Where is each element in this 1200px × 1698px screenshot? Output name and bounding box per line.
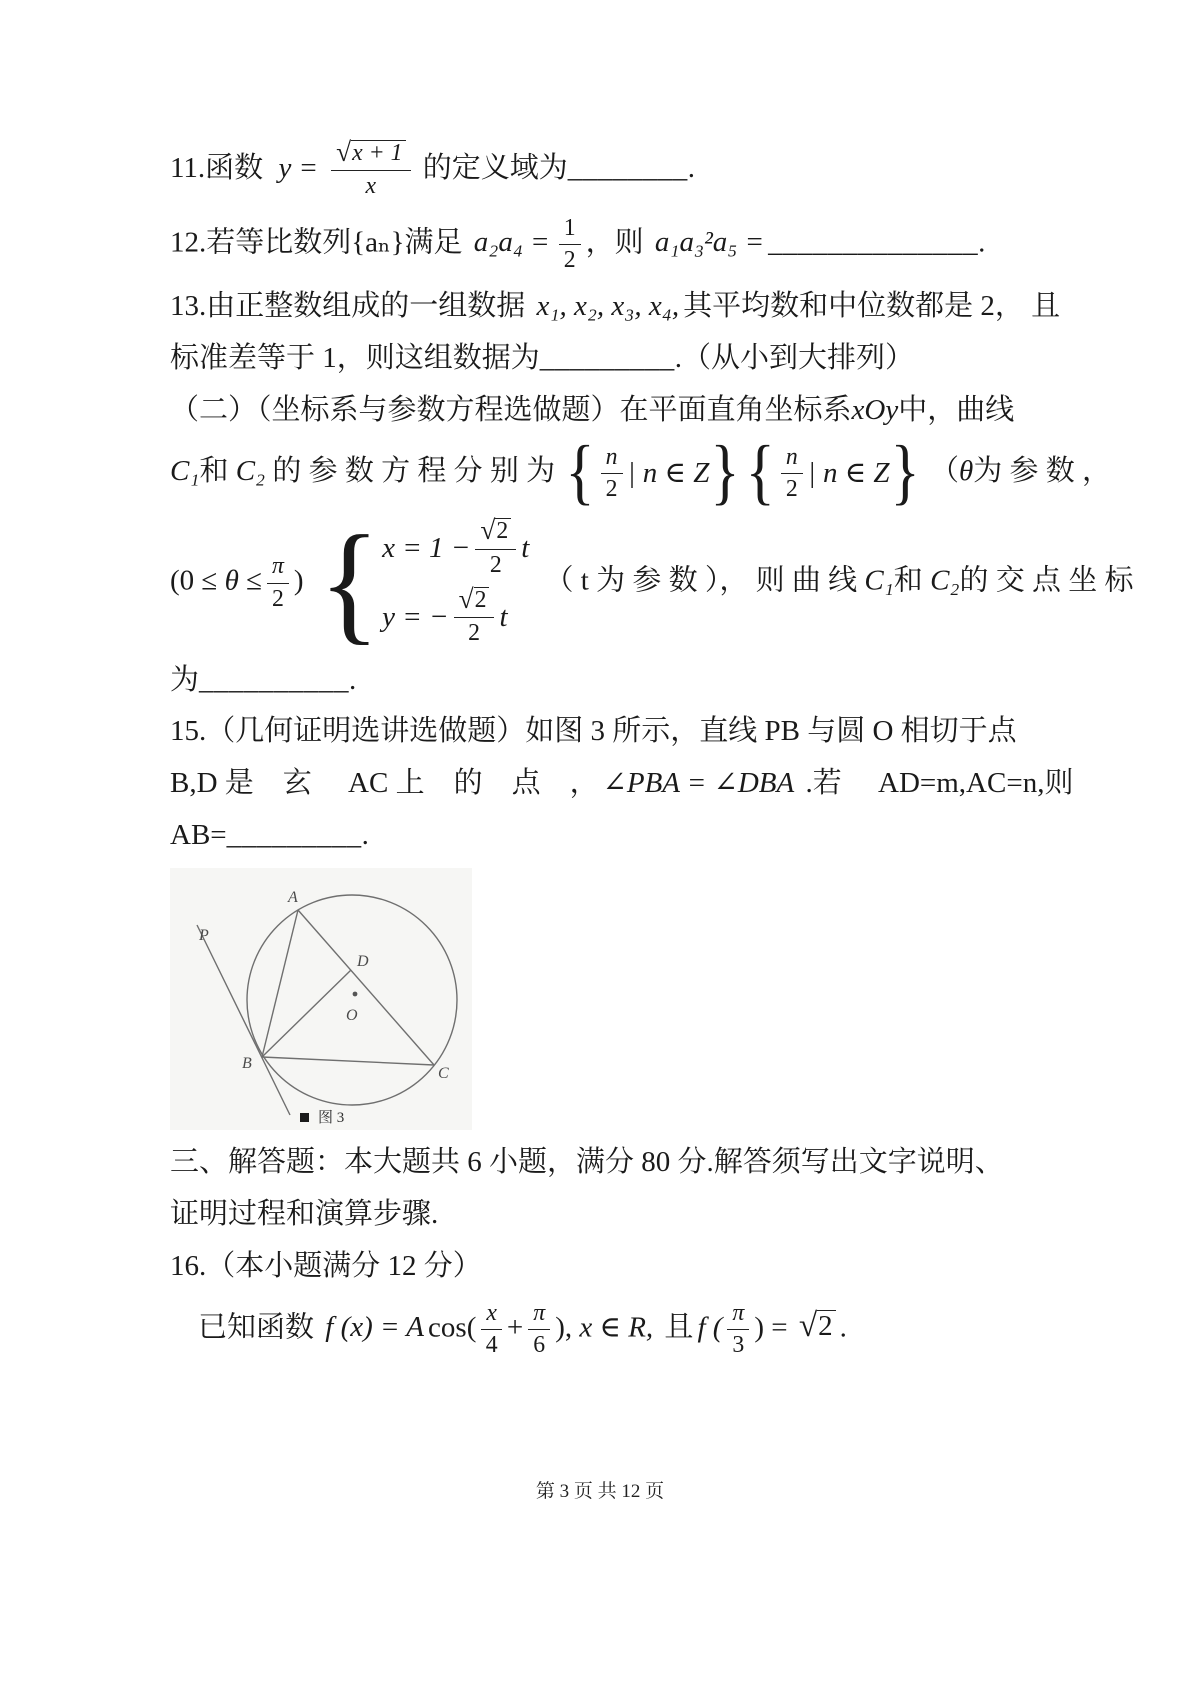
sec2-and-1: 和 — [199, 455, 229, 488]
sec2-and-2: 和 — [893, 564, 923, 597]
question-16-head — [170, 1248, 1070, 1286]
sec3-line2: 证明过程和演算步骤. — [170, 1198, 439, 1231]
q13-line1-tail: 其平均数和中位数都是 2， 且 — [683, 290, 1061, 323]
sec2-domain-close: ) — [293, 564, 304, 597]
q11-blank: ________ — [567, 152, 688, 184]
sec2-theta: θ — [959, 455, 974, 488]
system-row-x — [382, 515, 530, 579]
parametric-equation-system — [318, 507, 530, 657]
question-16-formula — [170, 1300, 1070, 1360]
q16-head: 16.（本小题满分 12 分） — [170, 1249, 482, 1282]
q11-lead: 11.函数 — [170, 152, 264, 184]
sys-r1-lead: x = 1 − — [382, 531, 471, 564]
q16-period: . — [839, 1311, 847, 1344]
q11-numerator — [331, 137, 410, 171]
point-label-o: O — [346, 1007, 358, 1025]
point-label-a: A — [288, 889, 298, 907]
set1-den: 2 — [605, 476, 618, 503]
sec2-curve-c2: C₂ — [235, 455, 266, 488]
q12-blank: ______________ — [768, 226, 979, 259]
q16-x-in-r: x ∈ R, — [579, 1311, 654, 1344]
q11-tail: 的定义域为 — [422, 152, 568, 184]
system-rows — [382, 515, 530, 647]
section-3-line-1 — [170, 1144, 1070, 1182]
radicand: x + 1 — [351, 140, 405, 166]
question-15-line-2 — [170, 765, 1074, 803]
figure-3-diagram — [172, 870, 470, 1128]
section-2-answer-line — [170, 662, 1070, 700]
q13-blank: _________ — [539, 342, 675, 375]
q16-f2-num: π — [528, 1300, 550, 1330]
q12-fraction-den: 2 — [563, 247, 576, 274]
sec2-theta-2: θ — [224, 564, 239, 597]
q11-fraction — [331, 137, 410, 201]
caption-square-icon — [300, 1113, 309, 1122]
center-dot — [353, 992, 358, 997]
radical-sign-icon: √ — [798, 1307, 818, 1345]
question-13-line-2 — [170, 340, 1070, 378]
q12-lead: 12.若等比数列{aₙ}满足 — [170, 226, 463, 259]
q11-period: . — [687, 152, 696, 184]
q16-fraction-1 — [481, 1300, 502, 1360]
q16-lead: 已知函数 — [198, 1311, 315, 1344]
q13-line2-lead: 标准差等于 1，则这组数据为 — [170, 342, 540, 375]
sec2-curve-c1: C₁ — [170, 455, 200, 488]
chord-ac — [298, 910, 434, 1065]
q16-f3-num: π — [727, 1300, 749, 1330]
question-11 — [170, 137, 1070, 201]
q12-math-2: a₁a₃²a₅ = — [654, 226, 765, 259]
sec2-xoy: xOy — [851, 393, 899, 426]
q13-line1-lead: 13.由正整数组成的一组数据 — [170, 290, 526, 323]
set1-condition: | n ∈ Z — [627, 457, 710, 490]
set2-condition: | n ∈ Z — [807, 457, 890, 490]
q16-f1-den: 4 — [485, 1331, 498, 1358]
sys-r1-t: t — [521, 531, 530, 564]
sys-r2-t: t — [499, 600, 508, 633]
q16-sqrt-2 — [798, 1307, 836, 1345]
sys-r2-fraction — [454, 584, 495, 648]
question-15-line-3 — [170, 817, 1070, 855]
q12-fraction-num: 1 — [559, 215, 581, 245]
radical-sign-icon: √ — [480, 515, 496, 546]
system-row-y — [382, 584, 529, 648]
q16-fx: f (x) = A — [325, 1311, 425, 1344]
q15-line1: 15.（几何证明选讲选做题）如图 3 所示，直线 PB 与圆 O 相切于点 — [170, 715, 1017, 748]
sec2-after-system: （ t 为 参 数 ）， 则 曲 线 — [544, 564, 858, 597]
q15-angle-equation: ∠PBA = ∠DBA — [602, 767, 795, 800]
sec2-curve-c2b: C₂ — [930, 564, 960, 597]
sec2-period: . — [349, 663, 357, 696]
q16-f2-lead: f ( — [697, 1311, 723, 1344]
sec2-domain-b: ≤ — [246, 564, 262, 597]
question-15-line-1 — [170, 713, 1070, 751]
chord-ab — [262, 910, 298, 1057]
figure-3 — [170, 868, 472, 1130]
q16-plus: + — [506, 1311, 524, 1344]
radical-sign-icon: √ — [458, 584, 474, 615]
sec2-domain-a: (0 ≤ — [170, 564, 218, 597]
tangent-line-pb — [197, 925, 290, 1115]
set1-fraction — [601, 444, 623, 504]
set1-num: n — [601, 444, 623, 474]
q16-fraction-3 — [727, 1300, 749, 1360]
domain-den: 2 — [272, 585, 284, 612]
sys-r1-fraction — [475, 515, 516, 579]
sec2-line2-tail: 为 参 数 ， — [973, 455, 1112, 488]
sqrt-expression — [480, 515, 511, 546]
q11-lhs: y = — [278, 152, 319, 184]
set2-den: 2 — [785, 476, 798, 503]
q15-line2-lead: B,D 是 玄 AC 上 的 点 ， — [170, 767, 599, 800]
section-2-line-2 — [170, 432, 1112, 513]
section-2-line-1 — [170, 392, 1070, 430]
question-13-line-1 — [170, 288, 1070, 326]
chord-bc — [262, 1057, 434, 1065]
sec2-tail-2: 的 交 点 坐 标 — [959, 564, 1134, 597]
figure-caption: 图 3 — [318, 1110, 345, 1127]
right-brace-icon: } — [710, 432, 740, 513]
radicand: 2 — [474, 587, 490, 613]
page-footer: 第 3 页 共 12 页 — [535, 1481, 665, 1502]
point-label-b: B — [242, 1055, 252, 1073]
sec2-paren-open: （ — [930, 455, 960, 488]
radicand: 2 — [817, 1310, 836, 1341]
domain-num: π — [267, 553, 289, 583]
q12-math-1: a₂a₄ = — [473, 226, 550, 259]
q13-line2-tail: .（从小到大排列） — [674, 342, 915, 375]
question-12 — [170, 215, 1070, 275]
q16-f1-num: x — [481, 1300, 502, 1330]
system-left-brace-icon: { — [318, 507, 381, 657]
page-content — [170, 137, 1134, 1373]
circle-o-outline — [247, 895, 457, 1105]
q15-period: . — [361, 818, 369, 851]
q16-close-1: ), — [555, 1311, 573, 1344]
q16-close-2: ) = — [754, 1311, 788, 1344]
right-brace-icon: } — [890, 432, 920, 513]
q15-blank: _________ — [226, 818, 362, 851]
sec2-line1-lead: （二）（坐标系与参数方程选做题）在平面直角坐标系 — [170, 393, 852, 426]
section-3-line-2 — [170, 1196, 1070, 1234]
sys-r2-lead: y = − — [382, 600, 449, 633]
sec2-line1-tail: 中，曲线 — [898, 393, 1015, 426]
sec3-line1: 三、解答题：本大题共 6 小题，满分 80 分.解答须写出文字说明、 — [170, 1146, 1004, 1179]
sec2-blank: __________ — [199, 663, 350, 696]
left-brace-icon: { — [745, 432, 775, 513]
sys-r1-num — [475, 515, 516, 549]
q16-cos: cos( — [428, 1311, 477, 1344]
sqrt-expression — [336, 137, 405, 167]
point-label-d: D — [357, 953, 369, 971]
section-2-system-line — [170, 507, 1134, 657]
q16-fraction-2 — [528, 1300, 550, 1360]
sec2-line4-lead: 为 — [170, 663, 200, 696]
left-brace-icon: { — [565, 432, 595, 513]
q11-denominator: x — [365, 173, 377, 200]
point-label-c: C — [438, 1065, 449, 1083]
set2-fraction — [781, 444, 803, 504]
sys-r1-den: 2 — [489, 551, 502, 578]
q16-f3-den: 3 — [732, 1331, 745, 1358]
q15-line3-lead: AB= — [170, 818, 227, 851]
segment-bd — [262, 970, 351, 1057]
q12-mid: ，则 — [585, 226, 644, 259]
sec2-curve-c1b: C₁ — [864, 564, 894, 597]
point-label-p: P — [199, 927, 209, 945]
parametric-set-2 — [745, 432, 921, 513]
radicand: 2 — [495, 518, 511, 544]
sqrt-expression — [458, 584, 490, 615]
parametric-set-1 — [564, 432, 740, 513]
q12-fraction — [559, 215, 581, 275]
radical-sign-icon: √ — [336, 137, 352, 167]
q16-qie: 且 — [664, 1311, 694, 1344]
q13-variables: x₁, x₂, x₃, x₄, — [536, 290, 680, 323]
sys-r2-num — [454, 584, 495, 618]
q12-period: . — [978, 226, 986, 259]
q16-f2-den: 6 — [533, 1331, 546, 1358]
sys-r2-den: 2 — [468, 620, 480, 647]
set2-num: n — [781, 444, 803, 474]
q15-line2-tail: .若 AD=m,AC=n,则 — [798, 767, 1074, 800]
domain-fraction — [267, 553, 289, 613]
sec2-line2-mid: 的 参 数 方 程 分 别 为 — [272, 455, 556, 488]
